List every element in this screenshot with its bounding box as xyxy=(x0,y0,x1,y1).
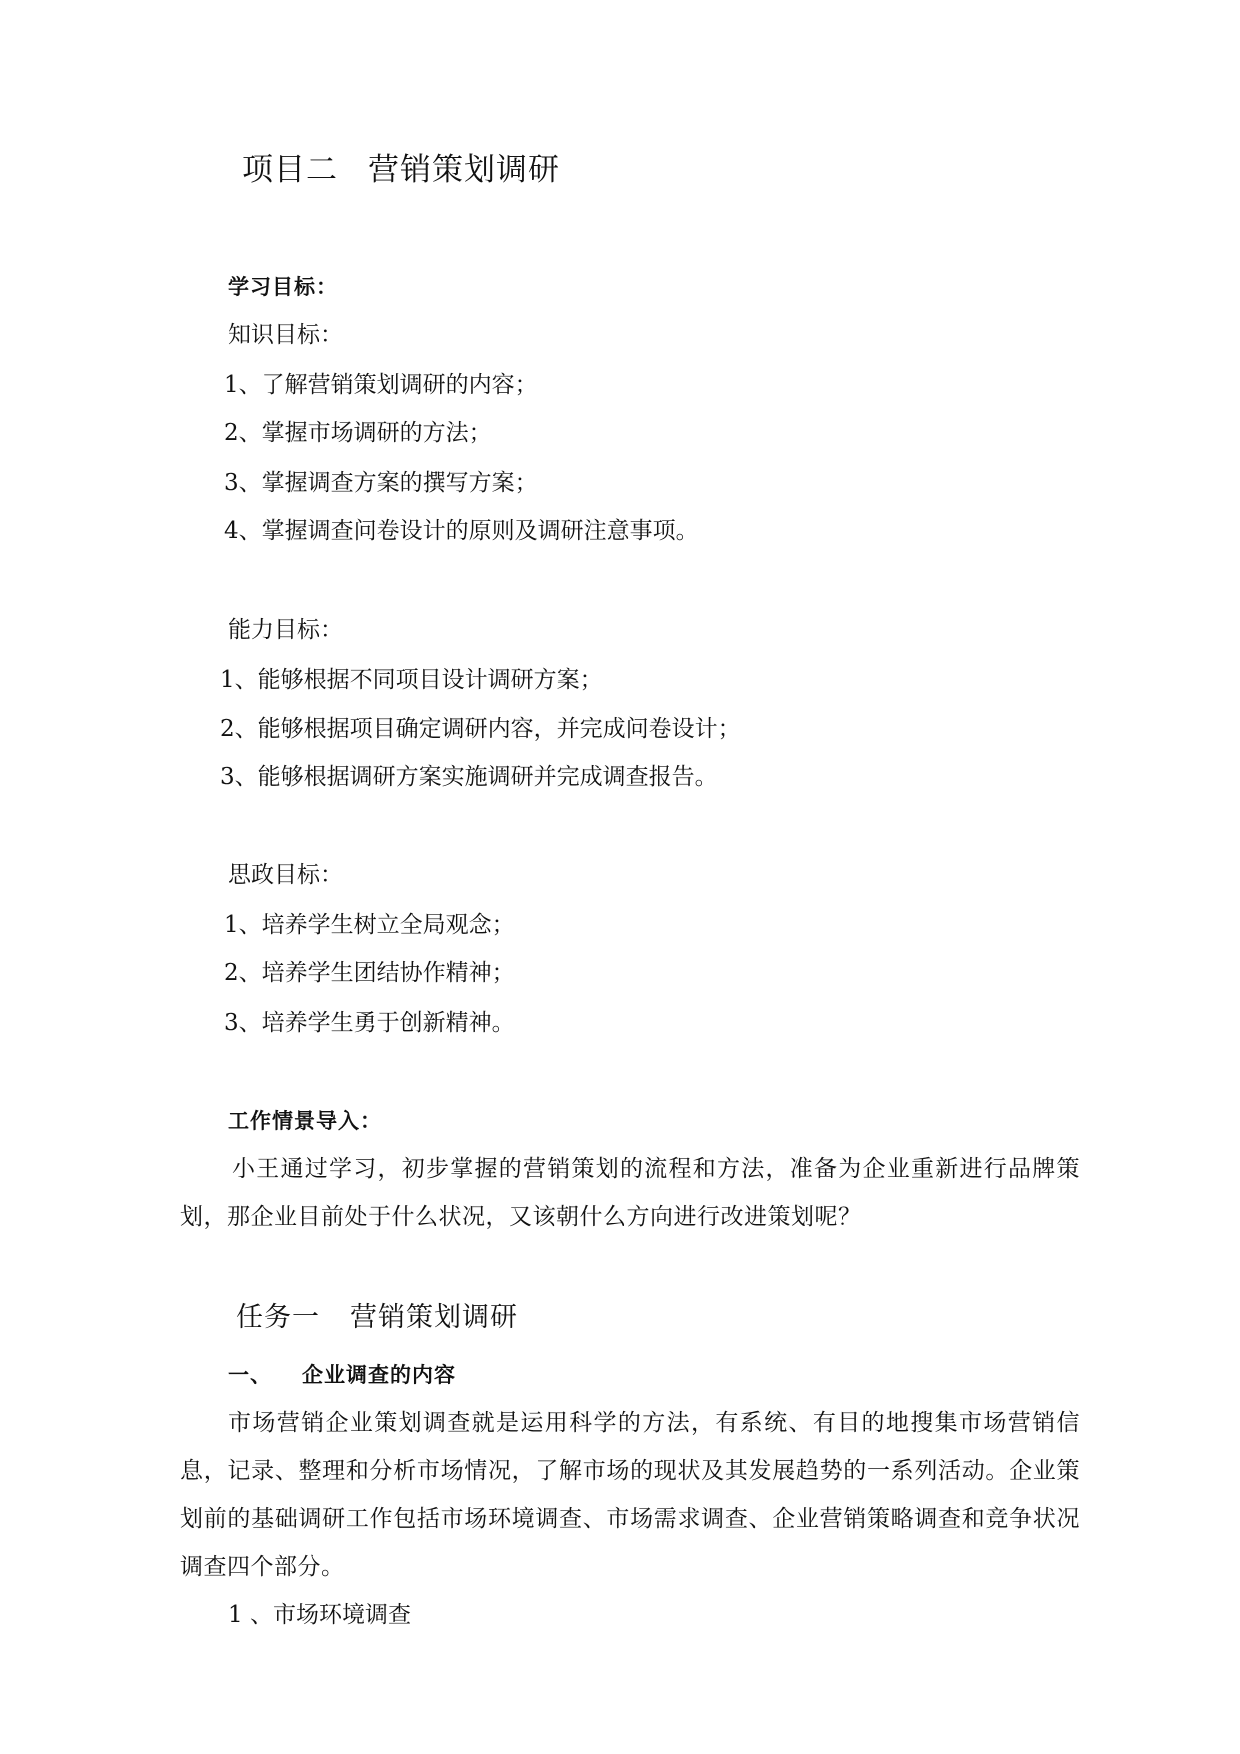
ideology-goal-item: 2、培养学生团结协作精神； xyxy=(224,960,515,986)
knowledge-goal-item: 1、了解营销策划调研的内容； xyxy=(224,372,538,398)
knowledge-goals-heading: 知识目标： xyxy=(228,322,343,348)
scenario-heading: 工作情景导入： xyxy=(228,1109,382,1133)
ideology-goal-item: 1、培养学生树立全局观念； xyxy=(224,912,515,938)
knowledge-goal-item: 3、掌握调查方案的撰写方案； xyxy=(224,470,538,496)
section-number: 一、 xyxy=(228,1363,272,1387)
learning-goals-heading: 学习目标： xyxy=(228,275,338,299)
section-heading xyxy=(228,1360,456,1390)
ability-goal-item: 1、能够根据不同项目设计调研方案； xyxy=(220,667,603,693)
section-title: 企业调查的内容 xyxy=(302,1363,456,1387)
ability-goal-item: 3、能够根据调研方案实施调研并完成调查报告。 xyxy=(220,764,718,790)
subsection-heading: 1 、市场环境调查 xyxy=(228,1602,411,1628)
ideology-goals-heading: 思政目标： xyxy=(228,862,343,888)
scenario-paragraph: 小王通过学习，初步掌握的营销策划的流程和方法，准备为企业重新进行品牌策划，那企业目前处于什么状况，又该朝什么方向进行改进策划呢？ xyxy=(180,1156,1080,1230)
body-paragraph: 市场营销企业策划调查就是运用科学的方法，有系统、有目的地搜集市场营销信息，记录、整理和分析市场情况，了解市场的现状及其发展趋势的一系列活动。企业策划前的基础调研工作包括市场环境调查、市场需求调查、企业营销策略调查和竞争状况调查四个部分。 xyxy=(180,1410,1080,1580)
knowledge-goal-item: 4、掌握调查问卷设计的原则及调研注意事项。 xyxy=(224,518,699,544)
task-title-prefix: 任务一 xyxy=(236,1302,320,1333)
ability-goals-heading: 能力目标： xyxy=(228,617,343,643)
task-title xyxy=(236,1300,518,1336)
ability-goal-item: 2、能够根据项目确定调研内容，并完成问卷设计； xyxy=(220,716,741,742)
ideology-goal-item: 3、培养学生勇于创新精神。 xyxy=(224,1010,515,1036)
task-title-text: 营销策划调研 xyxy=(350,1302,518,1333)
project-title xyxy=(242,150,560,190)
knowledge-goal-item: 2、掌握市场调研的方法； xyxy=(224,420,492,446)
project-title-prefix: 项目二 xyxy=(242,152,338,188)
project-title-text: 营销策划调研 xyxy=(368,152,560,188)
